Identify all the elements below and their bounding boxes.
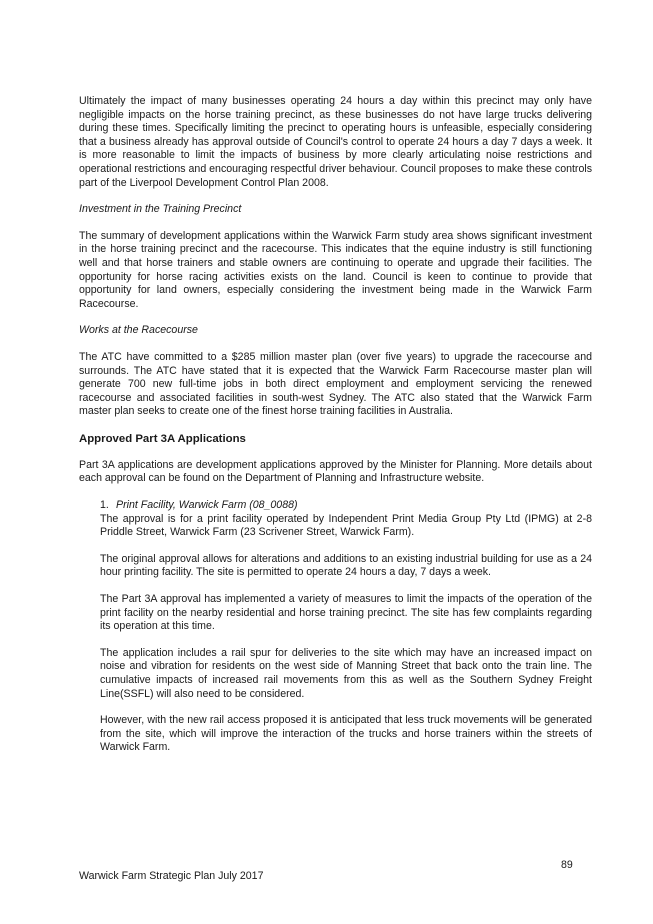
page-footer: Warwick Farm Strategic Plan July 2017 bbox=[79, 870, 264, 882]
list-item-print-facility bbox=[79, 499, 592, 755]
subheading-works: Works at the Racecourse bbox=[79, 324, 198, 337]
investment-paragraph: The summary of development applications within the Warwick Farm study area shows significant investment in the horse training precinct and the racecourse. This indicates that the equine industry is still functioning well and that horse trainers and stable owners are continuing to operate and upgrade their facilities. The opportunity for horse racing activities exists on the land. Council is keen to continue to provide that opportunity for land owners, especially considering the investment being made in the Warwick Farm Racecourse. bbox=[79, 229, 592, 310]
section-heading-part3a: Approved Part 3A Applications bbox=[79, 432, 246, 445]
print-facility-paragraph-5: However, with the new rail access proposed it is anticipated that less truck movements will be generated from the site, which will improve the interaction of the trucks and horse trainers within the streets of Warwick Farm. bbox=[100, 714, 592, 754]
part3a-paragraph: Part 3A applications are development applications approved by the Minister for Planning. More details about each approval can be found on the Department of Planning and Infrastructure website. bbox=[79, 458, 592, 485]
print-facility-paragraph-3: The Part 3A approval has implemented a variety of measures to limit the impacts of the operation of the print facility on the nearby residential and horse training precinct. The site has few complaints regarding its operation at this time. bbox=[100, 593, 592, 633]
page-body bbox=[79, 95, 592, 755]
list-item-title bbox=[100, 499, 592, 513]
print-facility-paragraph-4: The application includes a rail spur for deliveries to the site which may have an increased impact on noise and vibration for residents on the west side of Manning Street that back onto the train line. The cumulative impacts of increased rail movements from this as well as the Southern Sydney Freight Line(SSFL) will also need to be considered. bbox=[100, 646, 592, 700]
list-item-number: 1. bbox=[100, 499, 109, 512]
list-item-title-text: Print Facility, Warwick Farm (08_0088) bbox=[116, 499, 298, 512]
intro-paragraph: Ultimately the impact of many businesses operating 24 hours a day within this precinct may only have negligible impacts on the horse training precinct, as these businesses do not have large trucks delivering during these times. Specifically limiting the precinct to operating hours is unfeasible, especially considering that a business already has approval outside of Council's control to operate 24 hours a day 7 days a week. It is more reasonable to limit the impacts of business by more clearly articulating noise restrictions and operational restrictions and encouraging respectful driver behaviour. Council proposes to make these controls part of the Liverpool Development Control Plan 2008. bbox=[79, 95, 592, 189]
subheading-investment: Investment in the Training Precinct bbox=[79, 203, 242, 216]
works-paragraph: The ATC have committed to a $285 million master plan (over five years) to upgrade the racecourse and surrounds. The ATC have stated that it is expected that the Warwick Farm Racecourse master plan will generate 700 new full-time jobs in both direct employment and employment servicing the renewed racecourse and associated facilities in south-west Sydney. The ATC also stated that the Warwick Farm master plan seeks to create one of the finest horse training facilities in Australia. bbox=[79, 350, 592, 418]
print-facility-paragraph-1: The approval is for a print facility operated by Independent Print Media Group Pty Ltd (IPMG) at 2-8 Priddle Street, Warwick Farm (23 Scrivener Street, Warwick Farm). bbox=[100, 512, 592, 539]
page-number: 89 bbox=[561, 859, 573, 871]
print-facility-paragraph-2: The original approval allows for alterations and additions to an existing industrial building for use as a 24 hour printing facility. The site is permitted to operate 24 hours a day, 7 days a week. bbox=[100, 552, 592, 579]
